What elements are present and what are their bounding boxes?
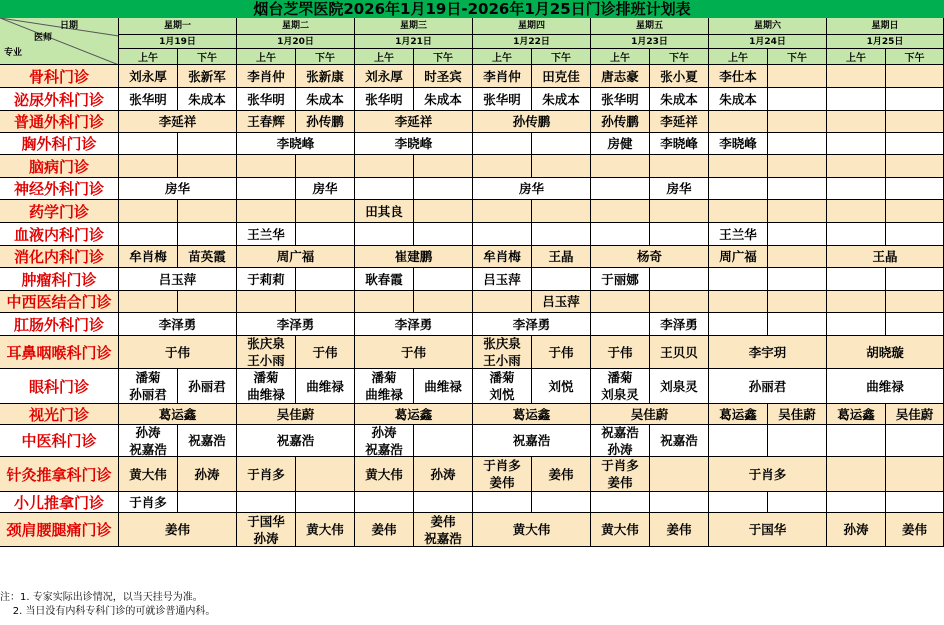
department-label: 骨科门诊 (0, 65, 119, 88)
schedule-cell: 杨奇 (591, 246, 709, 268)
schedule-cell: 朱成本 (709, 88, 768, 111)
schedule-cell: 牟肖梅 (119, 246, 178, 268)
schedule-cell: 张华明 (355, 88, 414, 111)
schedule-cell (650, 268, 709, 291)
schedule-cell (355, 178, 414, 200)
schedule-cell (827, 291, 886, 313)
schedule-cell: 潘菊 曲维禄 (355, 369, 414, 404)
schedule-cell: 张华明 (119, 88, 178, 111)
schedule-cell: 胡晓璇 (827, 336, 944, 369)
schedule-cell (827, 223, 886, 246)
schedule-cell (709, 291, 768, 313)
schedule-cell: 刘永厚 (355, 65, 414, 88)
schedule-cell: 李晓峰 (709, 133, 768, 155)
schedule-cell: 潘菊 曲维禄 (237, 369, 296, 404)
schedule-cell (473, 133, 532, 155)
schedule-cell: 张华明 (591, 88, 650, 111)
schedule-cell: 张庆泉 王小雨 (473, 336, 532, 369)
schedule-cell (414, 155, 473, 178)
schedule-cell (768, 425, 827, 457)
schedule-cell: 葛运鑫 (355, 404, 473, 425)
schedule-cell: 黄大伟 (473, 513, 591, 547)
day-weekday: 星期一 (119, 18, 237, 35)
schedule-cell (119, 223, 178, 246)
department-label: 针灸推拿科门诊 (0, 457, 119, 492)
schedule-cell: 王贝贝 (650, 336, 709, 369)
am-header: 上午 (827, 49, 886, 65)
department-label: 中西医结合门诊 (0, 291, 119, 313)
schedule-cell: 李泽勇 (119, 313, 237, 336)
schedule-cell: 于伟 (532, 336, 591, 369)
schedule-cell (886, 291, 944, 313)
schedule-cell: 耿春霞 (355, 268, 414, 291)
schedule-cell: 于伟 (296, 336, 355, 369)
schedule-cell: 潘菊 刘泉灵 (591, 369, 650, 404)
schedule-cell (827, 313, 886, 336)
page-title: 烟台芝罘医院2026年1月19日-2026年1月25日门诊排班计划表 (0, 0, 944, 18)
schedule-cell (237, 155, 296, 178)
schedule-cell (414, 268, 473, 291)
schedule-cell (709, 313, 768, 336)
schedule-cell: 王春辉 (237, 111, 296, 133)
day-weekday: 星期六 (709, 18, 827, 35)
schedule-cell: 苗英霞 (178, 246, 237, 268)
schedule-cell: 朱成本 (178, 88, 237, 111)
schedule-cell: 崔建鹏 (355, 246, 473, 268)
department-label: 颈肩腰腿痛门诊 (0, 513, 119, 547)
schedule-cell: 时圣宾 (414, 65, 473, 88)
schedule-cell: 吴佳蔚 (591, 404, 709, 425)
schedule-cell: 李延祥 (355, 111, 473, 133)
schedule-cell (296, 155, 355, 178)
schedule-cell (827, 268, 886, 291)
day-weekday: 星期三 (355, 18, 473, 35)
schedule-cell (827, 492, 886, 513)
footnote-2: 2. 当日没有内科专科门诊的可就诊普通内科。 (0, 606, 216, 617)
schedule-cell (650, 291, 709, 313)
schedule-cell (532, 492, 591, 513)
schedule-cell: 潘菊 刘悦 (473, 369, 532, 404)
department-label: 肿瘤科门诊 (0, 268, 119, 291)
schedule-cell: 刘泉灵 (650, 369, 709, 404)
schedule-cell: 周广福 (237, 246, 355, 268)
schedule-cell: 于国华 孙涛 (237, 513, 296, 547)
schedule-cell: 吕玉萍 (473, 268, 532, 291)
schedule-cell (886, 457, 944, 492)
schedule-cell (768, 178, 827, 200)
schedule-cell (473, 155, 532, 178)
day-date: 1月22日 (473, 35, 591, 49)
schedule-cell: 孙传鹏 (296, 111, 355, 133)
schedule-cell: 张庆泉 王小雨 (237, 336, 296, 369)
schedule-cell: 孙丽君 (178, 369, 237, 404)
schedule-cell (886, 65, 944, 88)
schedule-cell (886, 492, 944, 513)
footnotes (0, 591, 215, 619)
schedule-cell: 李晓峰 (237, 133, 355, 155)
schedule-cell: 张华明 (473, 88, 532, 111)
department-label: 肛肠外科门诊 (0, 313, 119, 336)
schedule-cell: 葛运鑫 (827, 404, 886, 425)
schedule-cell: 于肖多 姜伟 (473, 457, 532, 492)
schedule-cell (591, 200, 650, 223)
schedule-cell: 李仕本 (709, 65, 768, 88)
footnote-1: 注：1. 专家实际出诊情况，以当天挂号为准。 (0, 592, 203, 603)
schedule-cell: 田克佳 (532, 65, 591, 88)
schedule-cell: 黄大伟 (119, 457, 178, 492)
schedule-cell: 孙涛 祝嘉浩 (355, 425, 414, 457)
department-label: 胸外科门诊 (0, 133, 119, 155)
schedule-cell: 李泽勇 (650, 313, 709, 336)
department-label: 药学门诊 (0, 200, 119, 223)
schedule-cell (827, 65, 886, 88)
schedule-cell (768, 268, 827, 291)
schedule-cell (650, 492, 709, 513)
schedule-cell: 祝嘉浩 孙涛 (591, 425, 650, 457)
schedule-cell (355, 291, 414, 313)
schedule-cell: 李泽勇 (237, 313, 355, 336)
schedule-cell: 黄大伟 (296, 513, 355, 547)
schedule-cell: 朱成本 (414, 88, 473, 111)
schedule-cell: 房华 (473, 178, 591, 200)
schedule-cell: 葛运鑫 (709, 404, 768, 425)
schedule-cell: 朱成本 (650, 88, 709, 111)
schedule-cell (768, 155, 827, 178)
schedule-cell: 姜伟 祝嘉浩 (414, 513, 473, 547)
schedule-cell (414, 425, 473, 457)
schedule-cell (709, 155, 768, 178)
schedule-cell (591, 492, 650, 513)
schedule-cell (414, 223, 473, 246)
schedule-cell: 黄大伟 (355, 457, 414, 492)
schedule-cell (886, 223, 944, 246)
schedule-cell (296, 223, 355, 246)
schedule-cell: 房华 (296, 178, 355, 200)
schedule-cell: 孙涛 祝嘉浩 (119, 425, 178, 457)
schedule-cell (886, 111, 944, 133)
schedule-cell: 姜伟 (650, 513, 709, 547)
schedule-cell (414, 492, 473, 513)
schedule-cell: 田其良 (355, 200, 414, 223)
schedule-cell: 孙传鹏 (473, 111, 591, 133)
schedule-cell: 曲维禄 (296, 369, 355, 404)
schedule-cell (119, 155, 178, 178)
schedule-cell (296, 492, 355, 513)
schedule-cell: 葛运鑫 (119, 404, 237, 425)
schedule-cell (827, 200, 886, 223)
day-date: 1月24日 (709, 35, 827, 49)
schedule-cell (414, 200, 473, 223)
department-label: 视光门诊 (0, 404, 119, 425)
schedule-cell (414, 178, 473, 200)
department-label: 脑病门诊 (0, 155, 119, 178)
schedule-cell (591, 223, 650, 246)
schedule-cell: 于伟 (119, 336, 237, 369)
am-header: 上午 (473, 49, 532, 65)
schedule-cell (532, 223, 591, 246)
schedule-cell (178, 291, 237, 313)
schedule-cell: 于肖多 (119, 492, 178, 513)
schedule-cell: 祝嘉浩 (473, 425, 591, 457)
schedule-cell (768, 246, 827, 268)
schedule-cell (296, 457, 355, 492)
schedule-cell: 孙丽君 (709, 369, 827, 404)
schedule-cell (237, 492, 296, 513)
am-header: 上午 (709, 49, 768, 65)
schedule-cell (709, 268, 768, 291)
schedule-cell (591, 291, 650, 313)
corner-header (0, 18, 119, 65)
schedule-cell: 吴佳蔚 (237, 404, 355, 425)
day-date: 1月20日 (237, 35, 355, 49)
schedule-cell (473, 200, 532, 223)
schedule-cell: 于伟 (591, 336, 650, 369)
schedule-cell: 张小夏 (650, 65, 709, 88)
schedule-cell: 于肖多 (237, 457, 296, 492)
schedule-cell (473, 492, 532, 513)
schedule-cell: 张华明 (237, 88, 296, 111)
corner-label-doctor: 医师 (34, 33, 53, 43)
corner-label-date: 日期 (60, 21, 79, 31)
schedule-cell: 潘菊 孙丽君 (119, 369, 178, 404)
schedule-cell (827, 133, 886, 155)
schedule-cell: 祝嘉浩 (237, 425, 355, 457)
schedule-cell (237, 200, 296, 223)
schedule-cell (768, 88, 827, 111)
schedule-cell (709, 492, 768, 513)
schedule-cell (768, 313, 827, 336)
schedule-cell: 李泽勇 (355, 313, 473, 336)
pm-header: 下午 (650, 49, 709, 65)
schedule-cell: 房健 (591, 133, 650, 155)
pm-header: 下午 (178, 49, 237, 65)
schedule-cell (827, 111, 886, 133)
schedule-cell (886, 268, 944, 291)
schedule-cell: 孙传鹏 (591, 111, 650, 133)
schedule-cell (827, 88, 886, 111)
schedule-cell (709, 425, 768, 457)
schedule-cell (119, 133, 178, 155)
schedule-cell (355, 492, 414, 513)
schedule-cell: 张新军 (178, 65, 237, 88)
schedule-cell: 张新康 (296, 65, 355, 88)
schedule-cell (709, 178, 768, 200)
schedule-cell (709, 111, 768, 133)
schedule-cell (473, 291, 532, 313)
schedule-cell (886, 155, 944, 178)
day-weekday: 星期日 (827, 18, 944, 35)
schedule-cell (591, 155, 650, 178)
schedule-cell (355, 155, 414, 178)
schedule-cell: 李泽勇 (473, 313, 591, 336)
schedule-cell: 于肖多 姜伟 (591, 457, 650, 492)
schedule-cell (237, 178, 296, 200)
schedule-cell (650, 457, 709, 492)
schedule-cell: 朱成本 (532, 88, 591, 111)
department-label: 耳鼻咽喉科门诊 (0, 336, 119, 369)
schedule-cell (296, 291, 355, 313)
schedule-cell: 姜伟 (355, 513, 414, 547)
schedule-cell: 李宇玥 (709, 336, 827, 369)
schedule-cell (296, 200, 355, 223)
schedule-cell: 刘永厚 (119, 65, 178, 88)
schedule-cell: 牟肖梅 (473, 246, 532, 268)
schedule-cell: 孙涛 (178, 457, 237, 492)
schedule-cell (886, 200, 944, 223)
schedule-cell (650, 200, 709, 223)
day-date: 1月23日 (591, 35, 709, 49)
schedule-cell: 周广福 (709, 246, 768, 268)
schedule-cell (650, 223, 709, 246)
day-date: 1月21日 (355, 35, 473, 49)
schedule-cell: 孙涛 (414, 457, 473, 492)
schedule-cell: 房华 (119, 178, 237, 200)
schedule-cell: 王晶 (532, 246, 591, 268)
schedule-cell (473, 223, 532, 246)
schedule-cell (768, 291, 827, 313)
schedule-cell (886, 133, 944, 155)
department-label: 眼科门诊 (0, 369, 119, 404)
schedule-cell (591, 313, 650, 336)
schedule-cell: 葛运鑫 (473, 404, 591, 425)
schedule-cell (886, 88, 944, 111)
pm-header: 下午 (768, 49, 827, 65)
schedule-cell (296, 268, 355, 291)
schedule-cell: 刘悦 (532, 369, 591, 404)
schedule-cell: 李肖仲 (237, 65, 296, 88)
schedule-cell (119, 200, 178, 223)
day-date: 1月25日 (827, 35, 944, 49)
schedule-cell: 姜伟 (532, 457, 591, 492)
schedule-cell: 李晓峰 (650, 133, 709, 155)
schedule-cell (532, 133, 591, 155)
schedule-cell: 王兰华 (237, 223, 296, 246)
department-label: 泌尿外科门诊 (0, 88, 119, 111)
schedule-cell: 吕玉萍 (119, 268, 237, 291)
schedule-cell: 姜伟 (119, 513, 237, 547)
department-label: 中医科门诊 (0, 425, 119, 457)
schedule-cell (886, 313, 944, 336)
department-label: 神经外科门诊 (0, 178, 119, 200)
schedule-cell: 王晶 (827, 246, 944, 268)
schedule-cell: 祝嘉浩 (178, 425, 237, 457)
schedule-cell (768, 200, 827, 223)
am-header: 上午 (355, 49, 414, 65)
schedule-cell: 孙涛 (827, 513, 886, 547)
department-label: 血液内科门诊 (0, 223, 119, 246)
pm-header: 下午 (886, 49, 944, 65)
schedule-cell: 吴佳蔚 (768, 404, 827, 425)
schedule-cell (178, 155, 237, 178)
pm-header: 下午 (414, 49, 473, 65)
schedule-cell: 唐志豪 (591, 65, 650, 88)
schedule-cell: 朱成本 (296, 88, 355, 111)
schedule-cell: 曲维禄 (827, 369, 944, 404)
schedule-cell (709, 200, 768, 223)
schedule-cell: 于肖多 (709, 457, 827, 492)
schedule-cell: 曲维禄 (414, 369, 473, 404)
schedule-cell (827, 425, 886, 457)
schedule-cell (827, 155, 886, 178)
day-date: 1月19日 (119, 35, 237, 49)
schedule-cell (178, 133, 237, 155)
schedule-cell (886, 178, 944, 200)
schedule-cell: 王兰华 (709, 223, 768, 246)
schedule-cell (768, 223, 827, 246)
schedule-cell (532, 268, 591, 291)
schedule-cell: 黄大伟 (591, 513, 650, 547)
schedule-cell (237, 291, 296, 313)
am-header: 上午 (237, 49, 296, 65)
day-weekday: 星期五 (591, 18, 709, 35)
schedule-cell: 房华 (650, 178, 709, 200)
schedule-cell: 于伟 (355, 336, 473, 369)
schedule-cell (119, 291, 178, 313)
day-weekday: 星期四 (473, 18, 591, 35)
schedule-cell (827, 178, 886, 200)
schedule-cell: 李肖仲 (473, 65, 532, 88)
schedule-cell (178, 200, 237, 223)
schedule-cell (768, 65, 827, 88)
schedule-cell (178, 492, 237, 513)
am-header: 上午 (591, 49, 650, 65)
schedule-cell: 于莉莉 (237, 268, 296, 291)
schedule-cell (178, 223, 237, 246)
day-weekday: 星期二 (237, 18, 355, 35)
schedule-cell: 李晓峰 (355, 133, 473, 155)
schedule-cell (768, 133, 827, 155)
department-label: 小儿推拿门诊 (0, 492, 119, 513)
schedule-cell (532, 200, 591, 223)
pm-header: 下午 (532, 49, 591, 65)
schedule-cell: 吕玉萍 (532, 291, 591, 313)
schedule-cell: 姜伟 (886, 513, 944, 547)
schedule-cell: 于国华 (709, 513, 827, 547)
schedule-cell (768, 492, 827, 513)
department-label: 普通外科门诊 (0, 111, 119, 133)
schedule-cell (827, 457, 886, 492)
schedule-cell (414, 291, 473, 313)
pm-header: 下午 (296, 49, 355, 65)
am-header: 上午 (119, 49, 178, 65)
schedule-cell: 吴佳蔚 (886, 404, 944, 425)
corner-label-specialty: 专业 (4, 48, 23, 58)
schedule-cell (650, 155, 709, 178)
schedule-cell: 于丽娜 (591, 268, 650, 291)
schedule-cell (886, 425, 944, 457)
schedule-cell (532, 155, 591, 178)
schedule-cell: 祝嘉浩 (650, 425, 709, 457)
department-label: 消化内科门诊 (0, 246, 119, 268)
schedule-cell (355, 223, 414, 246)
schedule-cell (768, 111, 827, 133)
schedule-cell (591, 178, 650, 200)
schedule-cell: 李延祥 (119, 111, 237, 133)
schedule-cell: 李延祥 (650, 111, 709, 133)
